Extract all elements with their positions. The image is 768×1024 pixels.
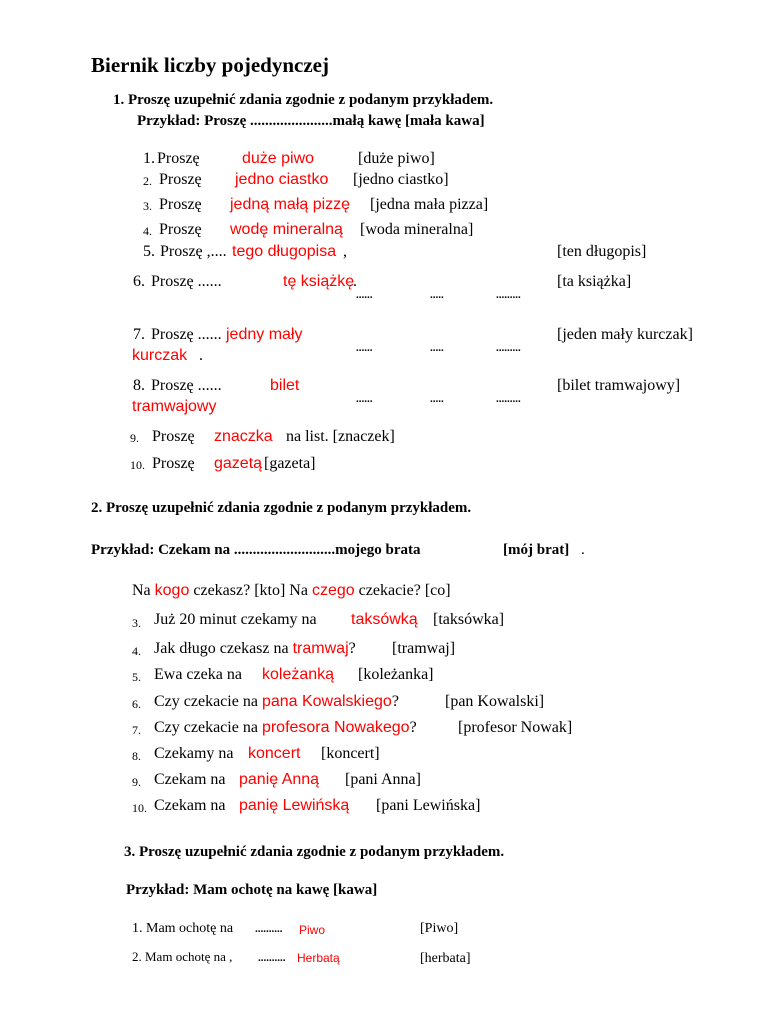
item-lead: Proszę xyxy=(159,221,202,238)
item-lead: Proszę ...... xyxy=(151,377,222,394)
item-number: 2. xyxy=(143,174,152,188)
item-hint: [koleżanka] xyxy=(358,666,434,683)
item-number: 4. xyxy=(132,644,141,658)
item-answer: duże piwo xyxy=(242,150,315,167)
item-number: 5. xyxy=(132,670,141,684)
item-answer: tę książkę xyxy=(283,273,355,290)
item-answer: wodę mineralną xyxy=(230,221,343,238)
item-answer: Piwo xyxy=(299,923,326,937)
item-answer: tego długopisa xyxy=(232,243,337,260)
item-number: 3. xyxy=(143,199,152,213)
item-answer: jedną małą pizzę xyxy=(230,196,351,213)
item-hint: [jeden mały kurczak] xyxy=(557,326,693,343)
item-pre: Czekam na xyxy=(154,771,226,788)
item-hint: [profesor Nowak] xyxy=(458,719,573,736)
item-answer: taksówką xyxy=(351,611,418,628)
blank-dots: .......... xyxy=(255,923,283,935)
item-after: na list. [znaczek] xyxy=(286,428,395,445)
item-hint: [herbata] xyxy=(420,951,471,966)
section-3-example: Przykład: Mam ochotę na kawę [kawa] xyxy=(126,882,378,898)
section-2-example: Przykład: Czekam na ...........................mojego brata xyxy=(91,542,421,558)
item-lead: Proszę xyxy=(152,455,195,472)
item-number: 7. xyxy=(133,326,145,343)
blank-dots: ..... xyxy=(430,393,444,405)
q-answer: czego xyxy=(311,582,355,599)
item-answer: Herbatą xyxy=(297,951,340,965)
section-2-example-dot: . xyxy=(581,542,585,558)
item-number: 1. xyxy=(143,150,155,167)
item-sentence xyxy=(154,641,356,657)
item-post: ? xyxy=(409,719,417,736)
item-post: ? xyxy=(348,640,356,657)
blank-dots: ......... xyxy=(496,289,521,301)
blank-dots: ......... xyxy=(496,342,521,354)
item-answer: jedno ciastko xyxy=(235,171,329,188)
item-number: 9. xyxy=(130,431,139,445)
item-answer: bilet xyxy=(270,377,300,394)
s2-question-line xyxy=(132,583,451,599)
blank-dots: ...... xyxy=(356,289,373,301)
item-hint: [taksówka] xyxy=(433,611,505,628)
section-1-example: Przykład: Proszę ......................małą kawę [mała kawa] xyxy=(137,113,485,129)
item-after: [gazeta] xyxy=(264,455,316,472)
item-pre: Czy czekacie na xyxy=(154,693,258,710)
q-text: czekacie? [co] xyxy=(358,582,451,599)
item-text: 2. Mam ochotę na , xyxy=(132,949,233,964)
blank-dots: ..... xyxy=(430,289,444,301)
item-hint: [jedna mała pizza] xyxy=(370,196,489,213)
item-number: 8. xyxy=(132,749,141,763)
item-lead: Proszę ...... xyxy=(151,273,222,290)
item-number: 9. xyxy=(132,775,141,789)
item-lead: Proszę xyxy=(157,150,200,167)
item-answer: profesora Nowakego xyxy=(261,719,410,736)
item-answer: panię Anną xyxy=(239,771,320,788)
item-hint: [ten długopis] xyxy=(557,243,647,260)
item-trail: . xyxy=(353,273,357,290)
item-number: 6. xyxy=(132,697,141,711)
item-hint: [koncert] xyxy=(321,745,380,762)
item-answer-cont: tramwajowy xyxy=(132,398,217,415)
section-2-example-hint: [mój brat] xyxy=(503,542,570,558)
section-2-heading: 2. Proszę uzupełnić zdania zgodnie z podanym przykładem. xyxy=(91,500,472,516)
q-text: czekasz? [kto] Na xyxy=(193,582,308,599)
item-pre: Już 20 minut czekamy na xyxy=(154,611,317,628)
item-lead: Proszę xyxy=(152,428,195,445)
q-text: Na xyxy=(132,582,151,599)
section-1-heading: 1. Proszę uzupełnić zdania zgodnie z podanym przykładem. xyxy=(113,92,494,108)
item-number: 3. xyxy=(132,616,141,630)
item-answer: pana Kowalskiego xyxy=(261,693,392,710)
item-number: 5. xyxy=(143,243,155,260)
item-lead: Proszę ...... xyxy=(151,326,222,343)
item-hint: [pani Anna] xyxy=(345,771,421,788)
item-pre: Czekam na xyxy=(154,797,226,814)
item-lead: Proszę xyxy=(159,196,202,213)
item-pre: Czy czekacie na xyxy=(154,719,258,736)
item-number: 8. xyxy=(133,377,145,394)
item-answer-cont: kurczak xyxy=(132,347,188,364)
item-number: 4. xyxy=(143,224,152,238)
item-hint: [pan Kowalski] xyxy=(445,693,545,710)
blank-dots: ......... xyxy=(496,393,521,405)
item-number: 7. xyxy=(132,723,141,737)
item-pre: Ewa czeka na xyxy=(154,666,242,683)
page-title: Biernik liczby pojedynczej xyxy=(91,53,329,77)
item-number: 10. xyxy=(130,458,145,472)
blank-dots: ..... xyxy=(430,342,444,354)
item-hint: [woda mineralna] xyxy=(360,221,474,238)
q-answer: kogo xyxy=(154,582,190,599)
item-trail: , xyxy=(343,243,347,260)
item-hint: [bilet tramwajowy] xyxy=(557,377,681,394)
item-answer: gazetą xyxy=(214,455,263,472)
item-answer: jedny mały xyxy=(226,326,303,343)
blank-dots: ...... xyxy=(356,393,373,405)
item-hint: [tramwaj] xyxy=(392,640,456,657)
item-pre: Czekamy na xyxy=(154,745,234,762)
item-pre: Jak długo czekasz na xyxy=(154,640,289,657)
item-text: 1. Mam ochotę na xyxy=(132,921,234,936)
item-sentence xyxy=(154,720,417,736)
item-answer: koncert xyxy=(248,745,301,762)
item-lead: Proszę xyxy=(159,171,202,188)
item-trail: . xyxy=(199,347,203,364)
item-answer: tramwaj xyxy=(292,640,349,657)
item-answer: panię Lewińską xyxy=(239,797,350,814)
item-answer: koleżanką xyxy=(262,666,335,683)
item-hint: [ta książka] xyxy=(557,273,632,290)
item-hint: [jedno ciastko] xyxy=(353,171,449,188)
item-number: 10. xyxy=(132,801,147,815)
item-sentence xyxy=(154,694,399,710)
blank-dots: .......... xyxy=(258,952,286,964)
blank-dots: ...... xyxy=(356,342,373,354)
item-post: ? xyxy=(391,693,399,710)
item-hint: [pani Lewińska] xyxy=(376,797,481,814)
section-3-heading: 3. Proszę uzupełnić zdania zgodnie z podanym przykładem. xyxy=(124,844,505,860)
item-hint: [duże piwo] xyxy=(358,150,435,167)
item-lead: Proszę ,.... xyxy=(160,243,227,260)
item-number: 6. xyxy=(133,273,145,290)
item-answer: znaczka xyxy=(214,428,273,445)
item-hint: [Piwo] xyxy=(420,921,459,936)
